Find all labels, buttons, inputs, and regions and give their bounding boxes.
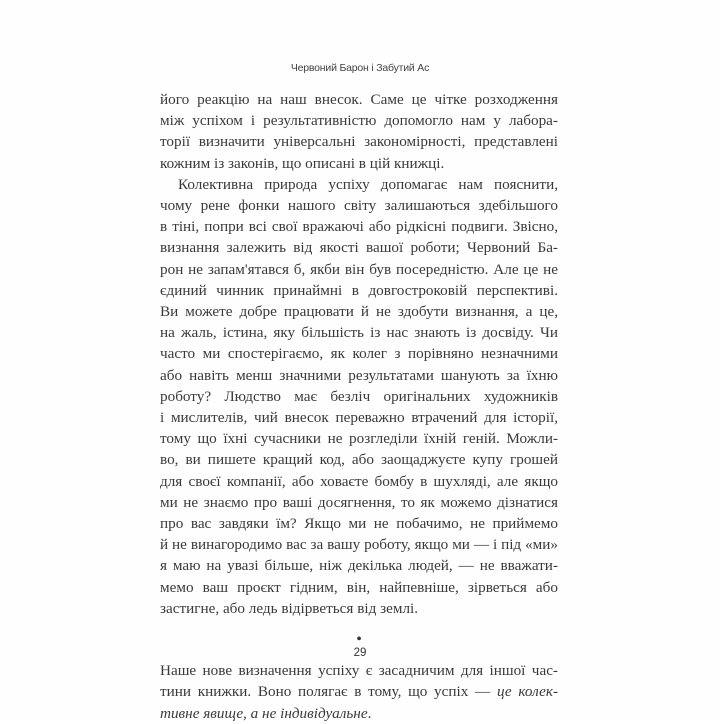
text-line: на жаль, істина, яку більшість із нас знають із досвіду. Чи (160, 324, 558, 342)
text-line: про вас завдяки їм? Якщо ми не побачимо, не приймемо (160, 515, 558, 533)
text-line: визнання залежить від якості вашої роботи; Червоний Ба- (160, 239, 558, 257)
text-line: Ви можете добре працювати й не здобути визнання, а це, (160, 303, 558, 321)
text-line: його реакцію на наш внесок. Саме це чітке розходження (160, 91, 558, 108)
text-line: часто ми спостерігаємо, як колег з порівняно незначними (160, 345, 558, 363)
closing-line-1: Наше нове визначення успіху є засадничим для іншої час- (160, 662, 558, 680)
emphasis: тивне явище, а не індивідуальне (160, 704, 368, 722)
text-line: для своєї компанії, або ховаєте бомбу в шухляді, але якщо (160, 472, 558, 490)
text-line: мемо ваш проєкт гідним, він, найпевніше, зірветься або (160, 578, 558, 596)
paragraphs (160, 89, 558, 619)
text-line: кожним із законів, що описані в цій книжці. (160, 154, 445, 172)
body-text (160, 89, 558, 724)
text-line: і мислителів, чий внесок переважно втрачений для історії, (160, 409, 558, 427)
text-line: застигне, або ледь відірветься від землі. (160, 599, 419, 617)
closing-line-2: тини книжки. Воно полягає в тому, що успіх — це колек- (160, 683, 558, 701)
text-line: ми не знаємо про ваші досягнення, то як можемо дізнатися (160, 493, 558, 511)
emphasis: це колек- (496, 683, 558, 701)
paragraph (160, 174, 558, 619)
text-line: торії визначити універсальні закономірності, представлені (160, 133, 558, 151)
paragraph (160, 89, 558, 174)
text-line: Колективна природа успіху допомагає нам пояснити, (178, 175, 558, 193)
text-line: й не винагородимо вас за вашу роботу, якщо ми — і під «ми» (160, 536, 558, 554)
section-separator: • (356, 631, 362, 649)
text-line: єдиний чинник принаймні в довгостроковій перспективі. (160, 281, 558, 299)
closing-line-3: тивне явище, а не індивідуальне. (160, 704, 372, 722)
text-line: во, ви пишете кращий код, або заощаджуєте купу грошей (160, 451, 558, 469)
text-line: між успіхом і результативністю допомогло нам у лабора- (160, 112, 558, 130)
text-line: в тіні, попри всі свої вражаючі або рідкісні подвиги. Звісно, (160, 218, 558, 236)
text-line: я маю на увазі більше, ніж декілька людей, — не вважати- (160, 557, 558, 575)
text-line: роботу? Людство має безліч оригінальних художників (160, 387, 558, 405)
text-line: рон не запам'ятався б, якби він був посередністю. Але це не (160, 260, 558, 278)
running-head: Червоний Барон і Забутий Ас (290, 62, 430, 74)
page-number: 29 (353, 647, 367, 659)
closing-paragraph (160, 660, 558, 724)
text-line: чому рене фонки нашого світу залишаються здебільшого (160, 197, 558, 215)
text-line: тому що їхні сучасники не розгледіли їхній геній. Можли- (160, 430, 558, 448)
text-line: або навіть менш значними результатами шанують за їхню (160, 366, 558, 384)
